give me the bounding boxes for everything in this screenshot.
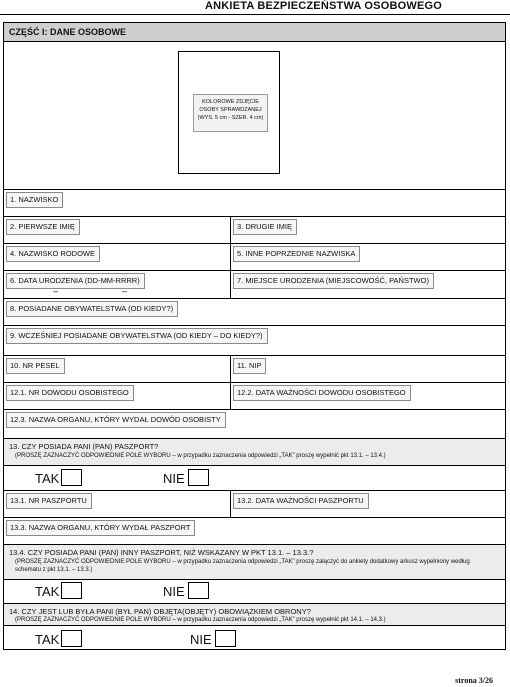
field-birth-place[interactable] <box>230 271 505 298</box>
field-label-second-name: 3. DRUGIE IMIĘ <box>233 219 297 235</box>
field-previous-surnames[interactable] <box>230 244 505 270</box>
field-label-birth-date: 6. DATA URODZENIA (DD-MM-RRRR) <box>6 273 145 289</box>
field-nip[interactable] <box>230 356 505 382</box>
question-13-4-header <box>4 545 505 580</box>
field-row-citizenship[interactable] <box>4 299 505 326</box>
field-first-name[interactable] <box>4 217 230 243</box>
field-label-pesel: 10. NR PESEL <box>6 358 65 374</box>
question-13-note: (PROSZĘ ZAZNACZYĆ ODPOWIEDNIE POLE WYBORU – w przypadku zaznaczenia odpowiedzi „TAK” proszę wypełnić pkt 13.1. – 13.4.) <box>15 453 386 459</box>
field-row-surname[interactable] <box>4 190 505 217</box>
field-label-passport-expiry: 13.2. DATA WAŻNOŚCI PASZPORTU <box>233 493 369 509</box>
choice-yes-label: TAK <box>35 471 60 486</box>
field-label-nip: 11. NIP <box>233 358 266 374</box>
field-id-expiry[interactable] <box>230 383 505 409</box>
choice-yes-checkbox[interactable] <box>61 582 82 599</box>
page-number: strona 3/26 <box>455 676 493 685</box>
field-row-passport-issuer[interactable] <box>4 518 505 545</box>
header-rule <box>0 14 510 15</box>
field-label-id-expiry: 12.2. DATA WAŻNOŚCI DOWODU OSOBISTEGO <box>233 385 411 401</box>
field-pesel[interactable] <box>4 356 230 382</box>
section-title: CZĘŚĆ I: DANE OSOBOWE <box>9 27 127 37</box>
field-label-id-number: 12.1. NR DOWODU OSOBISTEGO <box>6 385 134 401</box>
question-13-answers <box>4 466 505 491</box>
choice-no-checkbox[interactable] <box>215 630 236 647</box>
choice-no-checkbox[interactable] <box>188 582 209 599</box>
field-row-names <box>4 217 505 244</box>
field-id-number[interactable] <box>4 383 230 409</box>
field-row-surnames <box>4 244 505 271</box>
field-label-birth-place: 7. MIEJSCE URODZENIA (MIEJSCOWOŚĆ, PAŃSTWO) <box>233 273 434 289</box>
field-row-birth <box>4 271 505 299</box>
photo-placeholder[interactable] <box>178 51 280 174</box>
field-family-name[interactable] <box>4 244 230 270</box>
field-label-previous-citizenship: 9. WCZEŚNIEJ POSIADANE OBYWATELSTWA (OD KIEDY – DO KIEDY?) <box>6 328 268 344</box>
date-separator: – <box>53 286 59 296</box>
field-passport-number[interactable] <box>4 491 230 517</box>
field-birth-date[interactable] <box>4 271 230 298</box>
choice-yes-label: TAK <box>35 584 60 599</box>
field-passport-expiry[interactable] <box>230 491 505 517</box>
question-14-answers <box>4 626 505 651</box>
photo-line-3: (WYS. 5 cm - SZER. 4 cm) <box>197 115 264 121</box>
question-14-text: 14. CZY JEST LUB BYŁA PANI (BYŁ PAN) OBJĘTA(OBJĘTY) OBOWIĄZKIEM OBRONY? <box>9 607 311 616</box>
question-13-4-answers <box>4 580 505 604</box>
choice-no-label: NIE <box>163 584 185 599</box>
field-label-family-name: 4. NAZWISKO RODOWE <box>6 246 100 262</box>
photo-line-2: OSOBY SPRAWDZANEJ <box>199 107 262 113</box>
photo-line-1: KOLOROWE ZDJĘCIE <box>202 99 259 105</box>
field-row-passport <box>4 491 505 518</box>
field-row-id-issuer[interactable] <box>4 410 505 439</box>
question-13-4-text: 13.4. CZY POSIADA PANI (PAN) INNY PASZPORT, NIŻ WSKAZANY W PKT 13.1. – 13.3.? <box>9 548 314 557</box>
photo-instructions <box>193 94 268 132</box>
choice-yes-checkbox[interactable] <box>61 630 82 647</box>
field-row-id-card <box>4 383 505 410</box>
choice-yes-label: TAK <box>35 632 60 647</box>
choice-no-label: NIE <box>190 632 212 647</box>
field-label-id-issuer: 12.3. NAZWA ORGANU, KTÓRY WYDAŁ DOWÓD OSOBISTY <box>6 412 226 428</box>
question-13-header <box>4 439 505 466</box>
photo-row <box>4 42 505 190</box>
page-header <box>0 0 510 14</box>
question-14-header <box>4 604 505 626</box>
field-label-citizenship: 8. POSIADANE OBYWATELSTWA (OD KIEDY?) <box>6 301 178 317</box>
field-label-passport-number: 13.1. NR PASZPORTU <box>6 493 92 509</box>
question-13-text: 13. CZY POSIADA PANI (PAN) PASZPORT? <box>9 442 159 451</box>
field-row-pesel-nip <box>4 356 505 383</box>
field-label-first-name: 2. PIERWSZE IMIĘ <box>6 219 80 235</box>
field-second-name[interactable] <box>230 217 505 243</box>
question-14-note: (PROSZĘ ZAZNACZYĆ ODPOWIEDNIE POLE WYBORU – w przypadku zaznaczenia odpowiedzi „TAK” proszę wypełnić pkt 14.1. – 14.3.) <box>15 617 386 623</box>
date-separator: – <box>122 286 128 296</box>
field-label-surname: 1. NAZWISKO <box>6 192 63 208</box>
page-title: ANKIETA BEZPIECZEŃSTWA OSOBOWEGO <box>205 0 442 12</box>
field-label-previous-surnames: 5. INNE POPRZEDNIE NAZWISKA <box>233 246 360 262</box>
choice-yes-checkbox[interactable] <box>61 469 82 486</box>
field-row-previous-citizenship[interactable] <box>4 326 505 356</box>
field-label-passport-issuer: 13.3. NAZWA ORGANU, KTÓRY WYDAŁ PASZPORT <box>6 520 195 536</box>
choice-no-checkbox[interactable] <box>188 469 209 486</box>
question-13-4-note: (PROSZĘ ZAZNACZYĆ ODPOWIEDNIE POLE WYBORU – w przypadku zaznaczenia odpowiedzi „TAK” proszę załączyć do ankiety dodatkowy arkusz wypełniony według schematu z pkt 13.1. – 13.3.) <box>15 559 470 573</box>
section-header <box>4 23 505 42</box>
personal-data-form <box>3 22 506 650</box>
choice-no-label: NIE <box>163 471 185 486</box>
